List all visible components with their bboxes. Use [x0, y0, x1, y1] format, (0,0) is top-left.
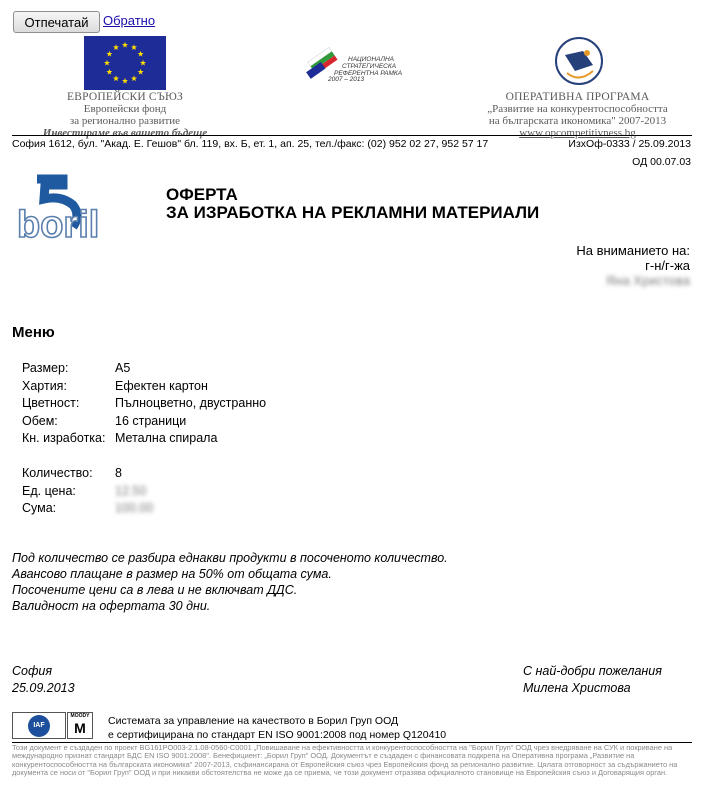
eu-caption	[30, 91, 220, 139]
spec-value: Пълноцветно, двустранно	[115, 396, 267, 410]
pricing-value: 12.50	[115, 483, 147, 498]
print-button[interactable]: Отпечатай	[13, 11, 100, 33]
nsrf-caption	[326, 57, 402, 84]
iaf-badge-text: IAF	[28, 715, 50, 737]
company-address: София 1612, бул. "Акад. Е. Гешов" бл. 119, вх. Б, ет. 1, ап. 25, тел./факс: (02) 952 02 27, 952 57 17	[12, 138, 489, 150]
terms-notes	[12, 550, 448, 614]
eu-caption-line1: ЕВРОПЕЙСКИ СЪЮЗ	[67, 91, 183, 103]
signature-name-row	[523, 680, 662, 697]
offer-title-line2: ЗА ИЗРАБОТКА НА РЕКЛАМНИ МАТЕРИАЛИ	[166, 203, 540, 222]
signature-closing: С най-добри пожелания	[523, 664, 662, 678]
op-logo	[553, 35, 605, 89]
spec-label: Размер:	[22, 361, 69, 375]
spec-row	[22, 413, 266, 431]
offer-title-line1: ОФЕРТА	[166, 185, 238, 204]
document-reference: ИзхОф-0333 / 25.09.2013	[568, 138, 691, 150]
pricing-list	[22, 465, 153, 518]
certification-text	[108, 714, 446, 742]
signature-date: 25.09.2013	[12, 681, 75, 695]
op-caption-line1: ОПЕРАТИВНА ПРОГРАМА	[505, 91, 650, 103]
header-divider	[12, 135, 692, 136]
pricing-row	[22, 483, 153, 501]
pricing-label: Сума:	[22, 501, 57, 515]
pricing-value: 8	[115, 466, 122, 480]
note-line: Посочените цени са в лева и не включват ДДС.	[12, 583, 298, 597]
attention-label: На вниманието на:	[576, 243, 690, 258]
eu-motto: Инвестираме във вашето бъдеще	[42, 127, 208, 139]
nsrf-line1: НАЦИОНАЛНА	[348, 56, 394, 63]
offer-title	[166, 186, 539, 222]
attention-to: г-н/г-жа	[645, 258, 690, 273]
spec-row	[22, 378, 266, 396]
signature-name: Милена Христова	[523, 681, 631, 695]
boril-logo	[15, 173, 125, 243]
spec-row	[22, 395, 266, 413]
spec-row	[22, 430, 266, 448]
spec-value: 16 страници	[115, 413, 187, 428]
moody-m-icon: M	[74, 720, 86, 736]
menu-heading: Меню	[12, 324, 55, 341]
moody-badge-text: MOODY	[70, 713, 90, 719]
spec-value: Метална спирала	[115, 431, 218, 445]
eu-caption-line2: Европейски фонд	[83, 103, 167, 115]
spec-label: Обем:	[22, 413, 58, 428]
nsrf-line2: СТРАТЕГИЧЕСКА	[342, 62, 397, 70]
op-caption-line3: на българската икономика" 2007-2013	[488, 115, 667, 127]
op-website-link[interactable]: www.opcompetitivness.bg	[519, 127, 636, 139]
attention-block	[576, 243, 690, 288]
certification-line2: е сертифицирана по стандарт EN ISO 9001:2008 под номер Q120410	[108, 729, 447, 741]
signature-city: София	[12, 664, 53, 678]
closing-block	[523, 663, 662, 697]
place-date	[12, 663, 75, 697]
nsrf-line3: РЕФЕРЕНТНА РАМКА	[334, 69, 403, 77]
eu-flag-logo	[84, 36, 166, 90]
pricing-label: Ед. цена:	[22, 483, 76, 498]
spec-label: Хартия:	[22, 378, 67, 393]
document-code: ОД 00.07.03	[632, 156, 691, 168]
spec-value: Ефектен картон	[115, 378, 208, 393]
pricing-row	[22, 500, 153, 518]
op-caption	[470, 91, 685, 139]
spec-label: Цветност:	[22, 396, 80, 410]
boril-logo-text: boril	[17, 204, 100, 243]
nsrf-years: 2007 – 2013	[328, 76, 365, 84]
fine-print: Този документ е създаден по проект BG161PO003-2.1.08-0560-C0001 „Повишаване на ефективността и конкурентоспособността на "Борил Груп" ООД чрез внедряване на СУК и покриване на международно признат стандарт БДС EN ISO 9001:2008". Бенефициент: „Борил Груп" ООД. Документът е създаден с финансовата подкрепа на Оперативна програма „Развитие на конкурентоспособността на българската икономика" 2007-2013, съфинансирана от Европейския съюз чрез Европейския фонд за регионално развитие. Цялата отговорност за съдържанието на документа се носи от "Борил Груп" ООД и при никакви обстоятелства не може да се приема, че този документ отразява официалното становище на Европейския съюз и Договарящия орган.	[12, 743, 678, 778]
note-line: Под количество се разбира еднакви продукти в посоченото количество.	[12, 551, 448, 565]
moody-badge	[67, 712, 93, 739]
op-caption-line2: „Развитие на конкурентоспособността	[487, 103, 668, 115]
pricing-row	[22, 465, 153, 483]
spec-value: А5	[115, 361, 131, 375]
spec-list	[22, 360, 266, 448]
pricing-value: 100.00	[115, 501, 154, 515]
spec-label: Кн. изработка:	[22, 431, 106, 445]
eu-caption-line3: за регионално развитие	[69, 115, 181, 127]
pricing-label: Количество:	[22, 466, 93, 480]
back-link[interactable]: Обратно	[103, 13, 156, 28]
note-line: Авансово плащане в размер на 50% от общата сума.	[12, 567, 332, 581]
certification-line1: Системата за управление на качеството в Борил Груп ООД	[108, 715, 399, 727]
note-line: Валидност на офертата 30 дни.	[12, 599, 211, 613]
spec-row	[22, 360, 266, 378]
attention-name: Яна Христова	[605, 273, 690, 288]
iaf-badge	[12, 712, 66, 739]
